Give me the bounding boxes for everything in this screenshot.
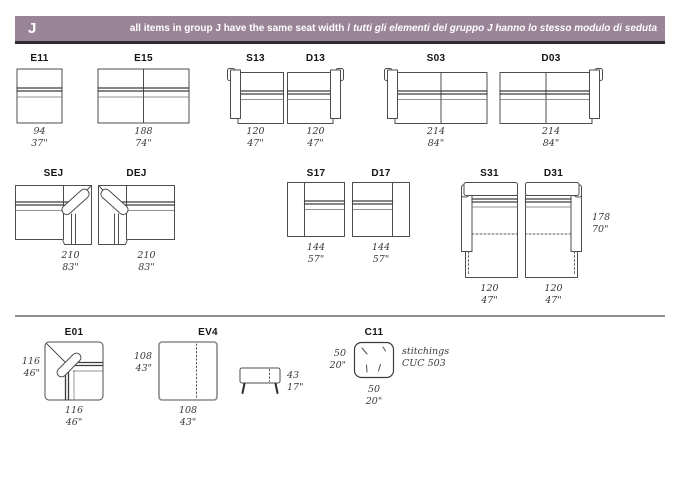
dim-in: 20" [365, 396, 383, 407]
module-code-e01: E01 [64, 327, 84, 338]
dim-in: 17" [287, 382, 304, 393]
module-drawing-e11 [16, 68, 63, 124]
dim-in: 37" [31, 138, 48, 149]
module-code-e15: E15 [134, 53, 153, 64]
dim-cm: 210 [61, 250, 80, 261]
dim-in: 83" [138, 262, 155, 273]
module-drawing-e15 [97, 68, 190, 124]
dim-in: 47" [545, 295, 562, 306]
module-dims-sej [32, 250, 109, 274]
header-text-it: tutti gli elementi del gruppo J hanno lo stesso modulo di seduta [353, 23, 657, 34]
module-code-d17: D17 [371, 168, 391, 179]
stitchings-note [402, 346, 482, 370]
group-header-bar [15, 16, 665, 44]
dim-cm: 214 [541, 126, 561, 137]
module-drawing-d17 [352, 182, 410, 237]
module-drawing-dej [98, 182, 175, 245]
module-code-dej: DEJ [126, 168, 147, 179]
dim-cm: 214 [426, 126, 446, 137]
dim-cm: 144 [371, 242, 391, 253]
dim-cm: 120 [480, 283, 499, 294]
module-side-dims-c11 [310, 348, 346, 372]
dim-in: 46" [65, 417, 83, 428]
section-divider [15, 315, 665, 317]
note-line-1: stitchings [402, 346, 450, 357]
dim-in: 57" [307, 254, 325, 265]
module-dims-e11 [16, 126, 63, 150]
module-dims-s31 [461, 283, 518, 307]
module-dims-d13 [287, 126, 344, 150]
module-drawing-d31 [525, 182, 582, 278]
module-code-s13: S13 [246, 53, 265, 64]
module-depth-dims-d31 [592, 212, 632, 236]
dim-in: 20" [329, 360, 346, 371]
module-code-s17: S17 [306, 168, 326, 179]
module-code-d13: D13 [305, 53, 326, 64]
dim-in: 83" [62, 262, 79, 273]
dim-cm: 50 [333, 348, 346, 359]
dim-in: 84" [542, 138, 560, 149]
dim-in: 84" [427, 138, 445, 149]
module-dims-c11 [353, 384, 395, 408]
module-dims-s17 [287, 242, 345, 266]
note-line-2: CUC 503 [402, 358, 446, 369]
dim-in: 43" [135, 363, 152, 374]
dim-cm: 210 [137, 250, 156, 261]
module-drawing-ev4 [158, 341, 218, 401]
module-code-s31: S31 [480, 168, 499, 179]
dim-in: 47" [481, 295, 498, 306]
module-drawing-sej [15, 182, 92, 245]
module-code-sej: SEJ [43, 168, 64, 179]
dim-in: 47" [247, 138, 264, 149]
module-drawing-s31 [461, 182, 518, 278]
dim-cm: 116 [21, 356, 40, 367]
dim-cm: 108 [133, 351, 152, 362]
module-dims-e01 [44, 405, 104, 429]
module-dims-e15 [97, 126, 190, 150]
dim-cm: 144 [306, 242, 326, 253]
header-divider: / [347, 23, 351, 34]
module-dims-d31 [525, 283, 582, 307]
dim-in: 70" [592, 224, 609, 235]
module-drawing-c11 [353, 341, 395, 379]
module-dims-s03 [384, 126, 488, 150]
dim-in: 43" [179, 417, 197, 428]
module-drawing-d13 [287, 68, 344, 126]
module-drawing-s13 [227, 68, 284, 126]
module-code-c11: C11 [364, 327, 384, 338]
module-code-s03: S03 [426, 53, 446, 64]
module-drawing-d03 [499, 68, 603, 126]
module-dims-dej [108, 250, 185, 274]
module-height-dims-ev4 [287, 370, 317, 394]
module-dims-ev4 [158, 405, 218, 429]
module-side-dims-e01 [4, 356, 40, 380]
dim-cm: 188 [134, 126, 153, 137]
dim-in: 46" [23, 368, 40, 379]
dim-cm: 120 [246, 126, 265, 137]
module-code-d31: D31 [543, 168, 564, 179]
dim-cm: 94 [33, 126, 46, 137]
module-drawing-s17 [287, 182, 345, 237]
module-code-e11: E11 [30, 53, 49, 64]
module-code-ev4: EV4 [198, 327, 218, 338]
dim-cm: 120 [306, 126, 325, 137]
module-drawing-ev4-side-view [239, 367, 281, 395]
module-dims-d03 [499, 126, 603, 150]
module-drawing-e01 [44, 341, 104, 401]
dim-in: 47" [307, 138, 324, 149]
module-code-d03: D03 [541, 53, 561, 64]
dim-cm: 50 [367, 384, 381, 395]
dim-in: 74" [135, 138, 152, 149]
dim-cm: 108 [178, 405, 198, 416]
module-dims-s13 [227, 126, 284, 150]
dim-in: 57" [372, 254, 390, 265]
group-header-text [130, 23, 657, 34]
dim-cm: 43 [287, 370, 300, 381]
module-dims-d17 [352, 242, 410, 266]
group-letter: J [28, 20, 37, 37]
module-side-dims-ev4 [114, 351, 152, 375]
dim-cm: 120 [544, 283, 563, 294]
module-drawing-s03 [384, 68, 488, 126]
dim-cm: 116 [64, 405, 84, 416]
dim-cm: 178 [592, 212, 611, 223]
header-text-en: all items in group J have the same seat width [129, 23, 345, 34]
